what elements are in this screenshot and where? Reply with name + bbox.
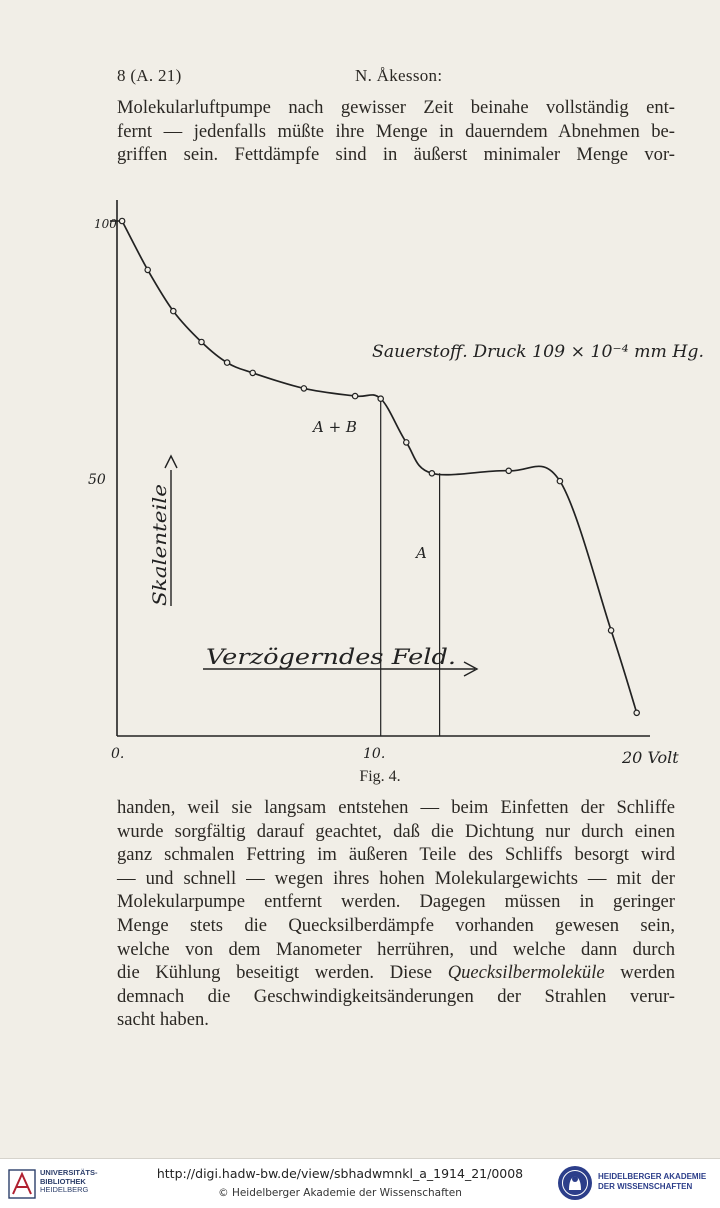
data-point [506,468,511,473]
x-tick-label-10: 10. [363,746,386,762]
running-author: N. Åkesson: [355,66,443,85]
hadw-logo-line: HEIDELBERGER AKADEMIE [598,1172,707,1181]
data-point [608,628,613,633]
x-axis-label [203,645,477,676]
text-line: demnach die Geschwindigkeitsänderungen der Strahlen verur- [117,985,675,1007]
text-line: Molekularluftpumpe nach gewisser Zeit beinahe vollständig ent- [117,97,675,118]
text-run: die Kühlung beseitigt werden. Diese [117,962,448,984]
academy-seal-icon[interactable] [556,1164,594,1202]
figure-caption: Fig. 4. [359,768,401,785]
x-tick-label-20: 20 Volt [622,748,679,767]
y-tick-label-50: 50 [88,472,106,488]
y-tick-label-100: 100 [94,217,117,231]
data-point [352,393,357,398]
text-line: sacht haben. [117,1009,209,1031]
data-point [404,440,409,445]
emphasized-term: Quecksilbermoleküle [447,962,605,984]
data-point [224,360,229,365]
text-line: — und schnell — wegen ihres hohen Molekulargewichts — mit der [117,867,675,889]
data-point [557,478,562,483]
y-axis-label-text: Skalenteile [149,498,171,606]
chart-annotation-sauerstoff: Sauerstoff. Druck 109 × 10⁻⁴ mm Hg. [372,342,704,362]
text-line: ganz schmalen Fettring im äußeren Teile des Schliffs besorgt wird [117,844,675,866]
data-point [119,218,124,223]
text-run: werden [604,962,675,984]
page-number: 8 (A. 21) [117,66,182,85]
text-line: Menge stets die Quecksilberdämpfe vorhanden gewesen sein, [117,914,675,936]
ub-logo-line: HEIDELBERG [40,1185,89,1194]
copyright-notice: © Heidelberger Akademie der Wissenschaften [218,1187,462,1199]
text-line: wurde sorgfältig darauf geachtet, daß die Dichtung nur durch einen [117,820,675,842]
y-axis-arrow-icon [165,456,177,468]
text-line: fernt — jedenfalls müßte ihre Menge in dauerndem Abnehmen be- [117,120,675,142]
x-tick-label-0: 0. [111,746,125,762]
viewer-footer [0,1158,720,1208]
series-line-sauerstoff [122,221,637,713]
data-point [634,710,639,715]
data-point [378,396,383,401]
paragraph-bottom [117,796,675,1032]
ub-logo-line: UNIVERSITÄTS- [40,1168,98,1177]
data-point [250,370,255,375]
region-label-a: A [416,544,427,562]
data-point [429,471,434,476]
university-library-logo-text [40,1169,98,1195]
ub-logo-line: BIBLIOTHEK [40,1176,86,1186]
academy-logo-text [598,1172,706,1192]
permalink-url[interactable]: http://digi.hadw-bw.de/view/sbhadwmnkl_a_1914_21/0008 [156,1166,524,1181]
hadw-logo-line: DER WISSENSCHAFTEN [598,1182,693,1191]
text-line: griffen sein. Fettdämpfe sind in äußerst minimaler Menge vor- [117,144,675,166]
data-point [199,339,204,344]
x-axis-label-text: Verzögerndes Feld. [206,645,456,669]
data-point [145,267,150,272]
text-line-with-emphasis [117,961,675,985]
data-point [301,386,306,391]
text-line: welche von dem Manometer herrühren, und welche dann durch [117,938,675,960]
region-label-a-plus-b: A + B [313,418,357,436]
y-axis-label [149,456,177,606]
text-line: Molekularpumpe entfernt werden. Dagegen müssen in geringer [117,891,675,913]
text-line: handen, weil sie langsam entstehen — beim Einfetten der Schliffe [117,797,675,818]
data-point [171,308,176,313]
